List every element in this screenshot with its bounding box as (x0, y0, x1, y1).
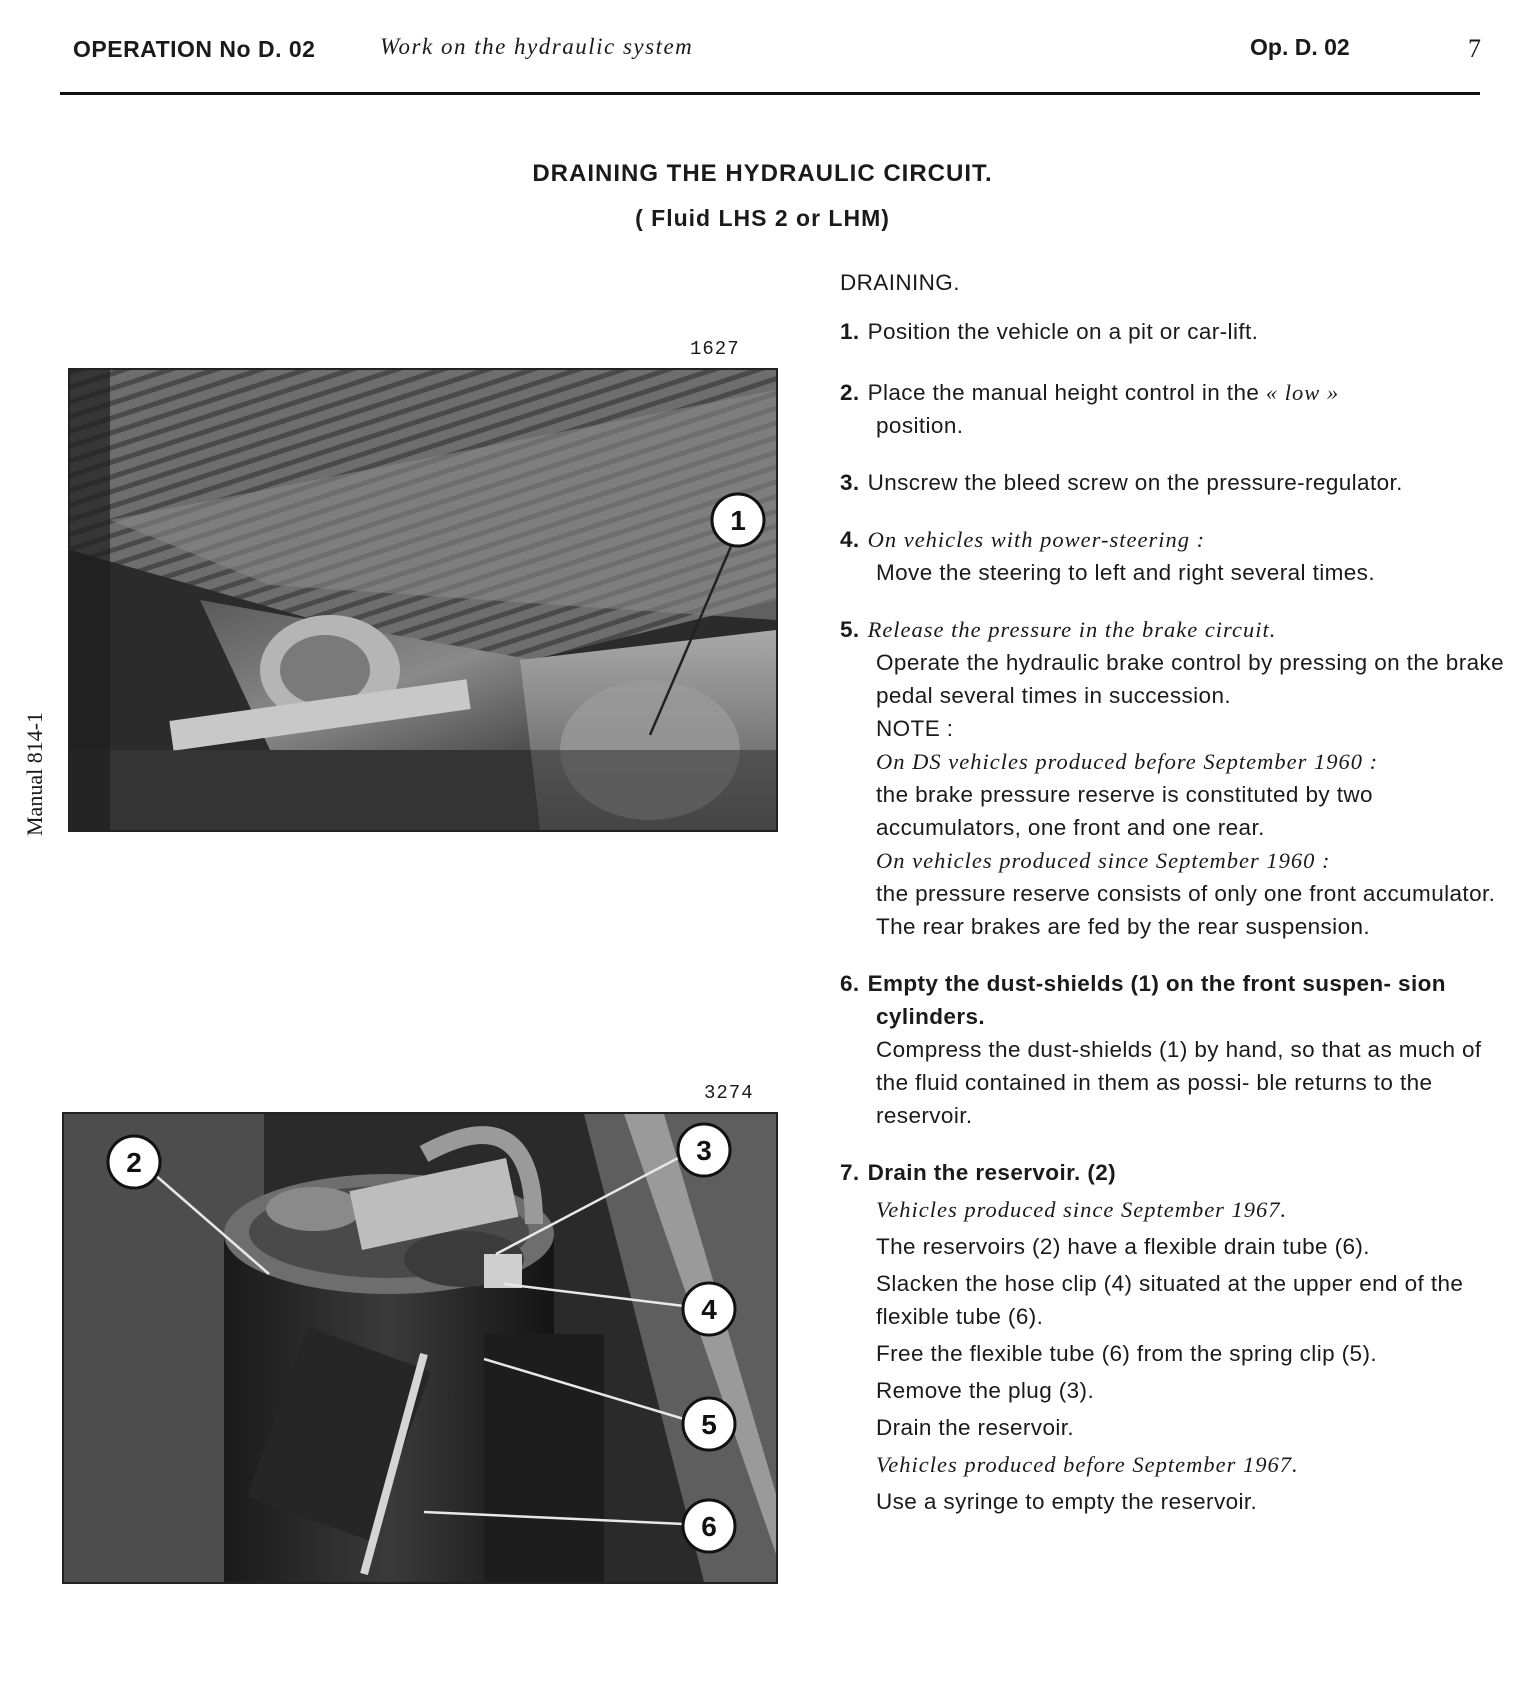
step-7-heading: Drain the reservoir. (2) (867, 1160, 1117, 1185)
callout-label-6: 6 (701, 1511, 717, 1542)
step-5-note-2-heading: On vehicles produced since September 1960 : (876, 848, 1331, 873)
step-5-note-1-heading: On DS vehicles produced before September 1960 : (876, 749, 1379, 774)
step-2-quote: « low » (1265, 380, 1340, 405)
step-5-number: 5. (840, 617, 860, 642)
step-4 (840, 523, 1512, 589)
instructions-column (840, 266, 1512, 1518)
callout-label-3: 3 (696, 1135, 712, 1166)
callout-label-5: 5 (701, 1409, 717, 1440)
step-7-item: Remove the plug (3). (876, 1378, 1095, 1403)
header-rule (60, 92, 1480, 95)
step-5 (840, 613, 1512, 943)
step-4-number: 4. (840, 527, 860, 552)
step-2 (840, 376, 1512, 442)
step-7-number: 7. (840, 1160, 860, 1185)
step-1 (840, 315, 1512, 348)
callout-label-4: 4 (701, 1294, 717, 1325)
step-6-heading: Empty the dust-shields (1) on the front suspen- sion cylinders. (867, 971, 1446, 1029)
operation-number: OPERATION No D. 02 (73, 36, 316, 62)
callout-badge-3 (678, 1124, 730, 1176)
step-4-text: Move the steering to left and right several times. (876, 560, 1375, 585)
section-heading: DRAINING. (840, 270, 960, 295)
page-number: 7 (1468, 34, 1481, 63)
figure-1-number: 1627 (690, 338, 740, 360)
figure-2-number: 3274 (704, 1082, 754, 1104)
page-subtitle: ( Fluid LHS 2 or LHM) (635, 205, 890, 231)
step-6 (840, 967, 1512, 1132)
callout-label-1: 1 (730, 505, 746, 536)
step-2-continuation: position. (876, 413, 964, 438)
step-7-item: Vehicles produced since September 1967. (876, 1197, 1288, 1222)
suspension-cylinder-illustration (70, 370, 776, 830)
step-2-number: 2. (840, 380, 860, 405)
step-5-note-2-text: the pressure reserve consists of only one front accumulator. The rear brakes are fed by the rear suspension. (876, 881, 1496, 939)
operation-ref: Op. D. 02 (1250, 34, 1350, 60)
side-label: Manual 814-1 (22, 711, 47, 836)
step-3-text: Unscrew the bleed screw on the pressure-regulator. (867, 470, 1403, 495)
page-title: DRAINING THE HYDRAULIC CIRCUIT. (532, 160, 993, 187)
figure-2-photo (62, 1112, 778, 1584)
step-6-text: Compress the dust-shields (1) by hand, so that as much of the fluid contained in them as possi- ble returns to the reservoir. (876, 1037, 1482, 1128)
callout-badge-6 (683, 1500, 735, 1552)
step-1-text: Position the vehicle on a pit or car-lift. (867, 319, 1259, 344)
reservoir-illustration (64, 1114, 776, 1582)
figure-1-photo (68, 368, 778, 832)
step-7-item: Free the flexible tube (6) from the spring clip (5). (876, 1341, 1378, 1366)
step-7 (840, 1156, 1512, 1518)
operation-subject: Work on the hydraulic system (380, 34, 694, 59)
step-7-item: Use a syringe to empty the reservoir. (876, 1489, 1258, 1514)
step-1-number: 1. (840, 319, 860, 344)
step-2-text: Place the manual height control in the (867, 380, 1266, 405)
step-5-text: Operate the hydraulic brake control by pressing on the brake pedal several times in succession. (876, 650, 1505, 708)
step-3 (840, 466, 1512, 499)
step-7-item: Drain the reservoir. (876, 1415, 1075, 1440)
step-3-number: 3. (840, 470, 860, 495)
step-6-number: 6. (840, 971, 860, 996)
step-5-heading: Release the pressure in the brake circuit. (867, 617, 1277, 642)
step-5-note-label: NOTE : (876, 716, 954, 741)
callout-badge-2 (108, 1136, 160, 1188)
step-7-item: Vehicles produced before September 1967. (876, 1452, 1299, 1477)
step-7-item: Slacken the hose clip (4) situated at the upper end of the flexible tube (6). (876, 1271, 1464, 1329)
callout-badge-5 (683, 1398, 735, 1450)
step-5-note-1-text: the brake pressure reserve is constituted by two accumulators, one front and one rear. (876, 782, 1373, 840)
callout-label-2: 2 (126, 1147, 142, 1178)
step-7-item: The reservoirs (2) have a flexible drain tube (6). (876, 1234, 1370, 1259)
step-4-heading: On vehicles with power-steering : (867, 527, 1206, 552)
callout-badge-4 (683, 1283, 735, 1335)
